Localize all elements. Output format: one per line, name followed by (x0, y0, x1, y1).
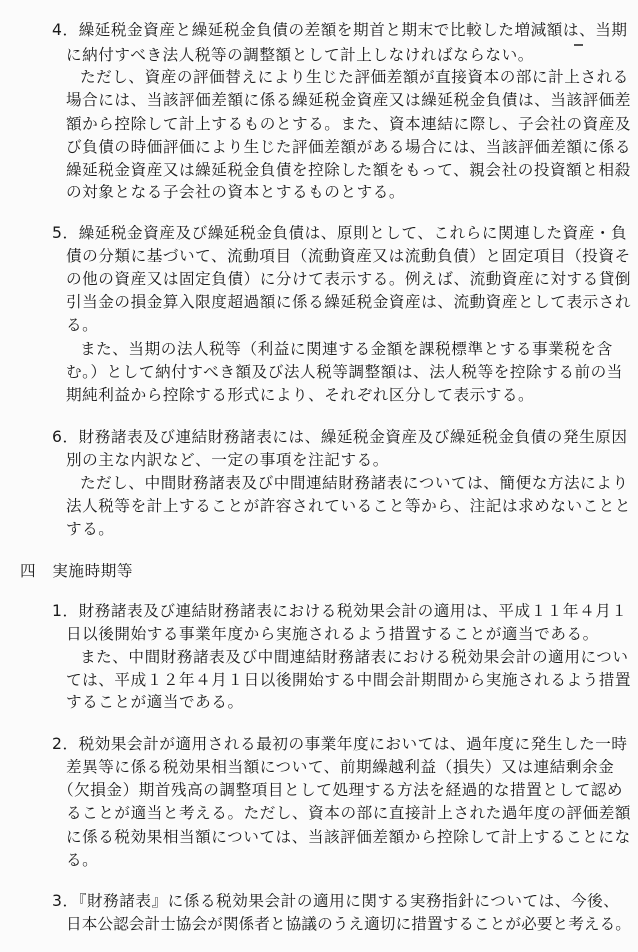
item-2-line-2: 差異等に係る税効果相当額について、前期繰越利益（損失）又は連結剰余金 (66, 758, 615, 776)
item-1-line-1: 1．財務諸表及び連結財務諸表における税効果会計の適用は、平成１１年４月１ (52, 602, 628, 620)
section-5-line-4: 引当金の損金算入限度超過額に係る繰延税金資産は、流動資産として表示され (66, 293, 632, 311)
item-2-line-3: （欠損金）期首残高の調整項目として処理する方法を経過的な措置として認め (58, 781, 624, 799)
section-5-line-8: 期純利益から控除する形式により、それぞれ区分して表示する。 (66, 386, 535, 404)
section-heading-implementation: 四 実施時期等 (20, 562, 134, 580)
item-3-line-2: 日本公認会計士協会が関係者と協議のうえ適切に措置することが必要と考える。 (66, 915, 631, 933)
item-2-line-6: る。 (66, 851, 99, 869)
section-4-line-6: び負債の時価評価により生じた評価差額がある場合には、当該評価差額に係る (66, 138, 632, 156)
item-3-line-1: 3．『財務諸表』に係る税効果会計の適用に関する実務指針については、今後、 (52, 892, 620, 910)
section-5-line-3: の他の資産又は固定負債）に分けて表示する。例えば、流動資産に対する貸倒 (66, 270, 632, 288)
section-5-line-7: む。）として納付すべき額及び法人税等調整額は、法人税等を控除する前の当 (66, 363, 623, 381)
section-6-line-4: 法人税等を計上することが許容されていること等から、注記は求めないことと (66, 497, 632, 515)
item-1-line-2: 日以後開始する事業年度から実施されるよう措置することが適当である。 (66, 625, 599, 643)
item-2-line-1: 2．税効果会計が適用される最初の事業年度においては、過年度に発生した一時 (52, 735, 628, 753)
section-6-line-2: 別の主な内訳など、一定の事項を注記する。 (66, 451, 389, 469)
section-4-line-3: ただし、資産の評価替えにより生じた評価差額が直接資本の部に計上される (80, 68, 629, 86)
item-2-line-5: に係る税効果相当額については、当該評価差額から控除して計上することにな (66, 828, 631, 846)
section-4-line-2: に納付すべき法人税等の調整額として計上しなければならない。 (66, 46, 534, 64)
section-4-line-5: 額から控除して計上するものとする。また、資本連結に際し、子会社の資産及 (66, 115, 632, 133)
section-4-line-8: の対象となる子会社の資本とするものとする。 (66, 183, 406, 201)
scan-artifact-mark (574, 44, 583, 46)
section-6-line-3: ただし、中間財務諸表及び中間連結財務諸表については、簡便な方法により (80, 474, 629, 492)
item-1-line-3: また、中間財務諸表及び中間連結財務諸表における税効果会計の適用につい (80, 648, 629, 666)
item-1-line-4: ては、平成１２年４月１日以後開始する中間会計期間から実施されるよう措置 (66, 671, 632, 689)
section-4-line-7: 繰延税金資産又は繰延税金負債を控除した額をもって、親会社の投資額と相殺 (66, 161, 631, 179)
section-5-line-2: 債の分類に基づいて、流動項目（流動資産又は流動負債）と固定項目（投資そ (66, 247, 631, 265)
section-6-line-1: 6．財務諸表及び連結財務諸表には、繰延税金資産及び繰延税金負債の発生原因 (52, 428, 628, 446)
item-2-line-4: ることが適当と考える。ただし、資本の部に直接計上された過年度の評価差額 (66, 804, 632, 822)
item-1-line-5: することが適当である。 (66, 693, 244, 711)
section-5-line-5: る。 (66, 316, 99, 334)
section-4-line-1: 4．繰延税金資産と繰延税金負債の差額を期首と期末で比較した増減額は、当期 (52, 21, 628, 39)
section-5-line-6: また、当期の法人税等（利益に関連する金額を課税標準とする事業税を含 (80, 340, 613, 358)
section-5-line-1: 5．繰延税金資産及び繰延税金負債は、原則として、これらに関連した資産・負 (52, 224, 628, 242)
section-6-line-5: する。 (66, 520, 115, 538)
section-4-line-4: 場合には、当該評価差額に係る繰延税金資産又は繰延税金負債は、当該評価差 (66, 91, 632, 109)
